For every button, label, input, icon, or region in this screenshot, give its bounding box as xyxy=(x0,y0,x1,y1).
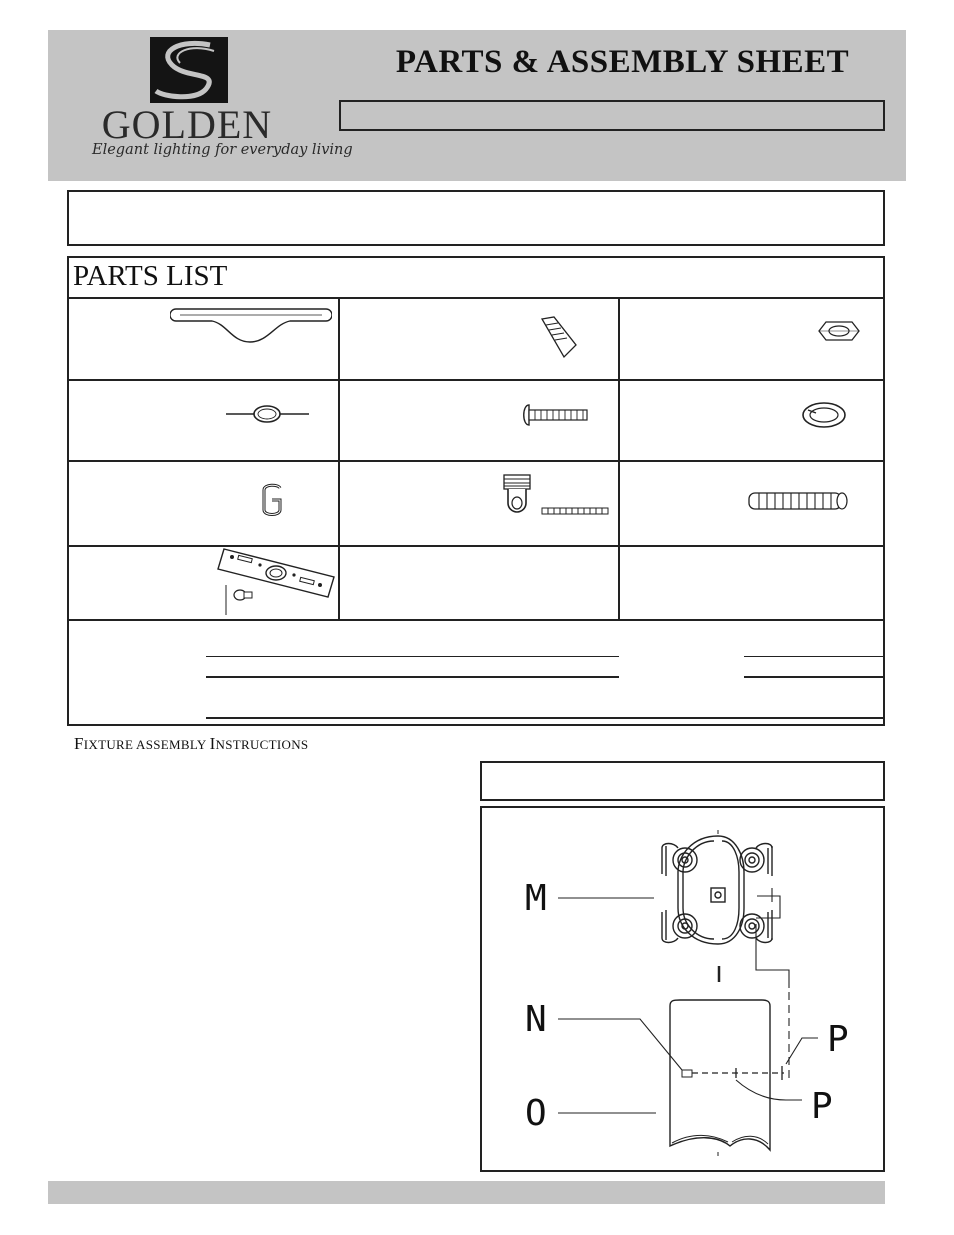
screw-icon xyxy=(520,403,590,427)
footer-bar xyxy=(48,1181,885,1204)
description-box xyxy=(67,190,885,246)
blank-line xyxy=(206,676,619,678)
blank-line xyxy=(206,717,885,719)
table-column-divider xyxy=(618,297,620,621)
mounting-strap-icon xyxy=(214,545,338,617)
callout-o: O xyxy=(525,1093,547,1134)
chain-link-icon xyxy=(260,482,284,518)
model-number-field xyxy=(339,100,885,131)
blank-line xyxy=(744,676,885,678)
blank-line xyxy=(744,656,885,657)
heading-initial: I xyxy=(209,734,216,753)
step-title-box xyxy=(480,761,885,801)
table-divider xyxy=(67,619,885,621)
threaded-pipe-icon xyxy=(745,489,849,513)
callout-p-upper: P xyxy=(827,1019,849,1060)
table-column-divider xyxy=(338,297,340,621)
page-title: PARTS & ASSEMBLY SHEET xyxy=(395,44,850,80)
table-divider xyxy=(67,545,885,547)
screw-collar-loop-icon xyxy=(502,473,610,519)
table-divider xyxy=(67,460,885,462)
canopy-icon xyxy=(170,306,332,346)
callout-m: M xyxy=(525,878,547,919)
wire-nut-icon xyxy=(534,315,580,359)
table-divider xyxy=(67,297,885,299)
cross-bar-loop-icon xyxy=(225,402,309,426)
logo-tagline: Elegant lighting for everyday living xyxy=(92,142,353,158)
heading-word: IXTURE ASSEMBLY xyxy=(83,737,210,752)
golden-logo-icon xyxy=(150,37,228,103)
hex-nut-icon xyxy=(818,320,860,342)
callout-p-lower: P xyxy=(811,1086,833,1127)
assembly-instructions-heading xyxy=(74,734,308,754)
parts-list-title: PARTS LIST xyxy=(73,260,228,292)
blank-line xyxy=(206,656,619,657)
heading-word: NSTRUCTIONS xyxy=(215,737,309,752)
logo-wordmark: GOLDEN xyxy=(101,102,273,147)
table-divider xyxy=(67,379,885,381)
lock-washer-icon xyxy=(800,400,848,430)
heading-initial: F xyxy=(74,734,84,753)
callout-n: N xyxy=(525,999,547,1040)
